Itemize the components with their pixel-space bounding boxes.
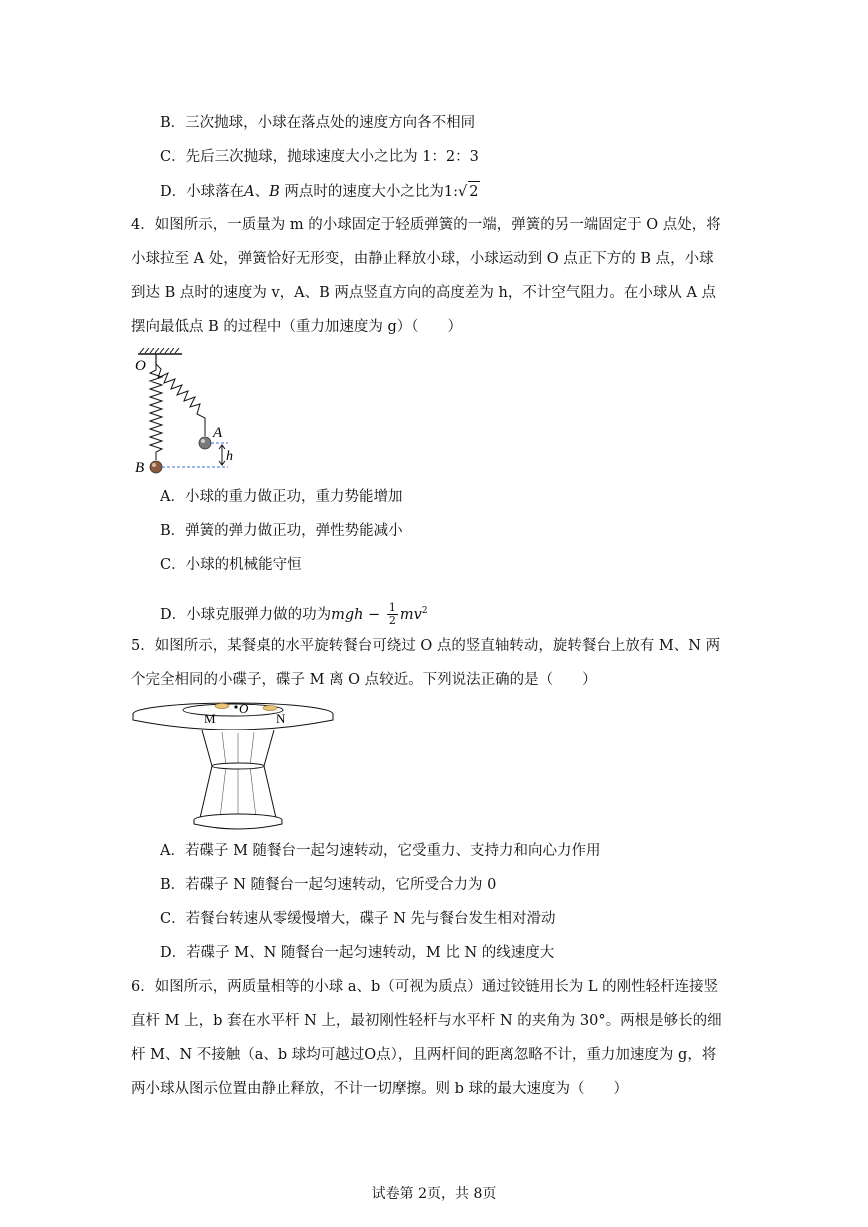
q6-stem-line: 杆 M、N 不接触（a、b 球均可越过O点），且两杆间的距离忽略不计，重力加速度为 g，将 <box>131 1047 717 1063</box>
q4-stem-line: 摆向最低点 B 的过程中（重力加速度为 g）（ ） <box>131 319 463 335</box>
q3-point-a: A <box>244 184 255 200</box>
q4-option-c: C．小球的机械能守恒 <box>160 557 302 573</box>
q3-option-d-mid: 两点时的速度大小之比为 <box>279 184 444 200</box>
q6-stem-line: 直杆 M 上，b 套在水平杆 N 上，最初刚性轻杆与水平杆 N 的夹角为 30°。两根是够长的细 <box>131 1013 722 1029</box>
q5-table-figure <box>130 700 340 830</box>
q4-mv: mv <box>399 606 422 623</box>
fraction <box>387 602 398 627</box>
page-footer: 试卷第 2页，共 8页 <box>371 1186 497 1202</box>
label-o: O <box>135 358 146 374</box>
q4-stem-line: 4．如图所示，一质量为 m 的小球固定于轻质弹簧的一端，弹簧的另一端固定于 O 点处，将 <box>131 217 721 233</box>
q3-sep: 、 <box>254 184 270 200</box>
q3-option-d <box>160 181 480 202</box>
q4-mgh: mgh <box>331 606 364 623</box>
q6-stem-line: 两小球从图示位置由静止释放，不计一切摩擦。则 b 球的最大速度为（ ） <box>131 1081 628 1097</box>
q6-stem-line: 6．如图所示，两质量相等的小球 a、b（可视为质点）通过铰链用长为 L 的刚性轻杆连接竖 <box>131 979 719 995</box>
q3-sqrt-value: 2 <box>468 181 479 202</box>
q5-option-a: A．若碟子 M 随餐台一起匀速转动，它受重力、支持力和向心力作用 <box>160 843 601 859</box>
q4-stem-line: 小球拉至 A 处，弹簧恰好无形变，由静止释放小球，小球运动到 O 点正下方的 B 点，小球 <box>131 251 714 267</box>
q4-exponent: 2 <box>421 606 428 616</box>
q3-option-c: C．先后三次抛球，抛球速度大小之比为 1：2：3 <box>160 149 479 165</box>
q5-stem-line: 个完全相同的小碟子，碟子 M 离 O 点较近。下列说法正确的是（ ） <box>131 672 597 688</box>
label-m: M <box>204 711 216 726</box>
fraction-denominator: 2 <box>388 614 396 628</box>
q3-ratio: 1: <box>443 184 459 200</box>
q5-option-c: C．若餐台转速从零缓慢增大，碟子 N 先与餐台发生相对滑动 <box>160 911 556 927</box>
q4-minus: − <box>363 606 385 623</box>
label-h: h <box>226 449 233 464</box>
q3-option-b: B．三次抛球，小球在落点处的速度方向各不相同 <box>160 115 476 131</box>
label-o: O <box>239 701 249 716</box>
q5-option-d: D．若碟子 M、N 随餐台一起匀速转动，M 比 N 的线速度大 <box>160 945 555 961</box>
q4-option-d <box>160 594 428 632</box>
q4-option-a: A．小球的重力做正功，重力势能增加 <box>160 489 403 505</box>
q4-stem-line: 到达 B 点时的速度为 v，A、B 两点竖直方向的高度差为 h，不计空气阻力。在小球从 A 点 <box>131 285 717 301</box>
label-n: N <box>276 711 286 726</box>
label-a: A <box>213 425 223 441</box>
q4-spring-figure <box>130 348 240 476</box>
q4-option-d-text: D．小球克服弹力做的功为 <box>160 606 332 623</box>
q5-stem-line: 5．如图所示，某餐桌的水平旋转餐台可绕过 O 点的竖直轴转动，旋转餐台上放有 M、N 两 <box>131 638 721 654</box>
q5-option-b: B．若碟子 N 随餐台一起匀速转动，它所受合力为 0 <box>160 877 497 893</box>
sqrt-symbol: √ <box>458 184 468 200</box>
fraction-numerator: 1 <box>388 601 396 615</box>
label-b: B <box>135 460 145 476</box>
q3-point-b: B <box>269 184 280 200</box>
q3-option-d-text: D．小球落在 <box>160 184 245 200</box>
q4-option-b: B．弹簧的弹力做正功，弹性势能减小 <box>160 523 403 539</box>
